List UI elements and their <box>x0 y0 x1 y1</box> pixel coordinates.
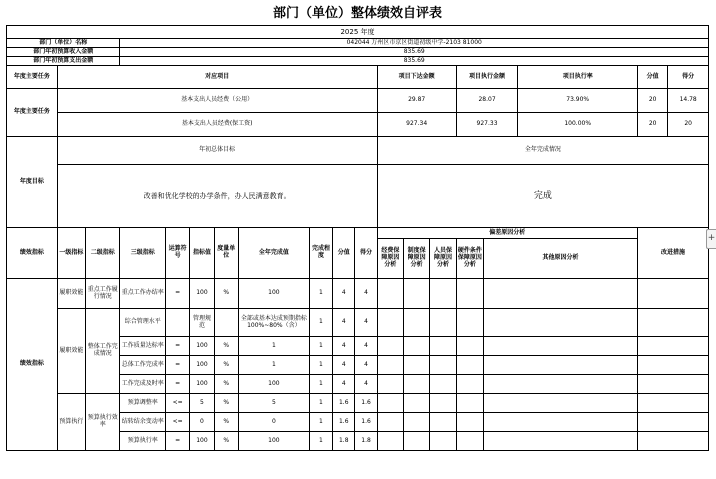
score-value-cell[interactable]: 1.6 <box>333 413 355 432</box>
dept-label: 部门（单位）名称 <box>7 39 120 48</box>
degree-cell[interactable]: 1 <box>309 279 332 309</box>
reason-cell[interactable] <box>404 309 430 337</box>
degree-cell[interactable]: 1 <box>309 309 332 337</box>
unit-cell[interactable] <box>214 309 238 337</box>
reason-cell[interactable] <box>430 375 456 394</box>
op-cell[interactable]: <= <box>166 413 190 432</box>
improve-cell[interactable] <box>637 375 708 394</box>
reason-cell[interactable] <box>484 413 638 432</box>
reason-cell[interactable] <box>456 356 483 375</box>
expense-value[interactable]: 835.69 <box>120 57 709 66</box>
score-cell[interactable]: 4 <box>355 356 377 375</box>
reason-cell[interactable] <box>430 279 456 309</box>
task-header-rate: 项目执行率 <box>518 66 638 89</box>
unit-cell[interactable]: % <box>214 356 238 375</box>
reason-cell[interactable] <box>377 375 403 394</box>
task-header-score-value: 分值 <box>637 66 667 89</box>
reason-cell[interactable] <box>456 375 483 394</box>
op-cell[interactable]: <= <box>166 394 190 413</box>
task-score-value[interactable]: 20 <box>637 89 667 113</box>
reason-cell[interactable] <box>377 356 403 375</box>
degree-cell[interactable]: 1 <box>309 413 332 432</box>
actual-cell[interactable]: 5 <box>238 394 309 413</box>
target-cell[interactable]: 0 <box>190 413 214 432</box>
reason-cell[interactable] <box>404 375 430 394</box>
lv1-cell: 预算执行 <box>57 394 85 451</box>
reason-cell[interactable] <box>484 309 638 337</box>
degree-cell[interactable]: 1 <box>309 337 332 356</box>
score-cell[interactable]: 1.6 <box>355 413 377 432</box>
task-score[interactable]: 14.78 <box>668 89 709 113</box>
task-header-score: 得分 <box>668 66 709 89</box>
improve-cell[interactable] <box>637 356 708 375</box>
unit-cell[interactable]: % <box>214 279 238 309</box>
score-cell[interactable]: 4 <box>355 337 377 356</box>
income-value[interactable]: 835.69 <box>120 48 709 57</box>
lv3-cell[interactable]: 预算执行率 <box>120 432 166 451</box>
indicator-row <box>7 279 709 309</box>
score-value-cell[interactable]: 4 <box>333 356 355 375</box>
ind-header-lv3: 三级指标 <box>120 228 166 279</box>
improve-cell[interactable] <box>637 309 708 337</box>
task-row <box>7 113 709 137</box>
actual-cell[interactable]: 100 <box>238 375 309 394</box>
indicator-row <box>7 309 709 337</box>
target-cell[interactable]: 5 <box>190 394 214 413</box>
reason-cell[interactable] <box>404 337 430 356</box>
reason-cell[interactable] <box>430 394 456 413</box>
expand-handle[interactable] <box>706 229 716 249</box>
reason-cell[interactable] <box>456 309 483 337</box>
degree-cell[interactable]: 1 <box>309 356 332 375</box>
lv2-cell: 重点工作履行情况 <box>86 279 120 309</box>
score-value-cell[interactable]: 4 <box>333 337 355 356</box>
score-value-cell[interactable]: 4 <box>333 309 355 337</box>
reason-cell[interactable] <box>377 432 403 451</box>
ind-header-op: 运算符号 <box>166 228 190 279</box>
actual-cell[interactable]: 0 <box>238 413 309 432</box>
actual-cell[interactable]: 100 <box>238 279 309 309</box>
improve-cell[interactable] <box>637 394 708 413</box>
reason-cell[interactable] <box>430 337 456 356</box>
task-score-value[interactable]: 20 <box>637 113 667 137</box>
reason-cell[interactable] <box>377 337 403 356</box>
op-cell[interactable]: = <box>166 375 190 394</box>
reason-cell[interactable] <box>456 394 483 413</box>
goal-done-header: 全年完成情况 <box>377 137 708 165</box>
target-cell[interactable]: 管理规范 <box>190 309 214 337</box>
target-cell[interactable]: 100 <box>190 432 214 451</box>
task-budget[interactable]: 29.87 <box>377 89 456 113</box>
lv3-cell[interactable]: 结转结余变动率 <box>120 413 166 432</box>
op-cell[interactable]: = <box>166 279 190 309</box>
unit-cell[interactable]: % <box>214 394 238 413</box>
task-item[interactable]: 基本支出人员经费（公用） <box>57 89 377 113</box>
year-label: 2025 年度 <box>7 26 709 39</box>
ind-header-improve: 改进措施 <box>637 228 708 279</box>
score-cell[interactable]: 1.6 <box>355 394 377 413</box>
ind-header-reason: 人员保障原因分析 <box>430 239 456 279</box>
actual-cell[interactable]: 1 <box>238 356 309 375</box>
task-item[interactable]: 基本支出人员经费(保工资) <box>57 113 377 137</box>
goal-plan-text[interactable]: 改善和优化学校的办学条件，办人民满意教育。 <box>57 165 377 228</box>
task-budget[interactable]: 927.34 <box>377 113 456 137</box>
task-exec[interactable]: 28.07 <box>456 89 518 113</box>
score-value-cell[interactable]: 4 <box>333 279 355 309</box>
reason-cell[interactable] <box>430 356 456 375</box>
score-value-cell[interactable]: 1.6 <box>333 394 355 413</box>
task-header-task: 年度主要任务 <box>7 66 58 89</box>
unit-cell[interactable]: % <box>214 375 238 394</box>
unit-cell[interactable]: % <box>214 432 238 451</box>
page-title: 部门（单位）整体绩效自评表 <box>272 6 442 22</box>
reason-cell[interactable] <box>484 337 638 356</box>
target-cell[interactable]: 100 <box>190 337 214 356</box>
degree-cell[interactable]: 1 <box>309 432 332 451</box>
ind-header-col0: 绩效指标 <box>7 228 58 279</box>
task-exec[interactable]: 927.33 <box>456 113 518 137</box>
degree-cell[interactable]: 1 <box>309 375 332 394</box>
ind-header-target: 指标值 <box>190 228 214 279</box>
actual-cell[interactable]: 1 <box>238 337 309 356</box>
actual-cell[interactable]: 全部或基本达成预期指标 100%~80%（含） <box>238 309 309 337</box>
ind-header-unit: 度量单位 <box>214 228 238 279</box>
reason-cell[interactable] <box>377 279 403 309</box>
target-cell[interactable]: 100 <box>190 356 214 375</box>
improve-cell[interactable] <box>637 432 708 451</box>
goal-label: 年度目标 <box>7 137 58 228</box>
reason-cell[interactable] <box>456 413 483 432</box>
score-value-cell[interactable]: 4 <box>333 375 355 394</box>
task-rate[interactable]: 73.90% <box>518 89 638 113</box>
reason-cell[interactable] <box>456 432 483 451</box>
task-score[interactable]: 20 <box>668 113 709 137</box>
op-cell[interactable]: = <box>166 356 190 375</box>
ind-header-score: 得分 <box>355 228 377 279</box>
ind-header-score-value: 分值 <box>333 228 355 279</box>
indicator-row <box>7 394 709 413</box>
reason-cell[interactable] <box>404 432 430 451</box>
ind-label: 绩效指标 <box>7 279 58 451</box>
unit-cell[interactable]: % <box>214 413 238 432</box>
task-rate[interactable]: 100.00% <box>518 113 638 137</box>
goal-plan-header: 年初总体目标 <box>57 137 377 165</box>
lv2-cell: 整体工作完成情况 <box>86 309 120 394</box>
ind-header-lv1: 一级指标 <box>57 228 85 279</box>
income-label: 部门年初预算收入金额 <box>7 48 120 57</box>
reason-cell[interactable] <box>484 394 638 413</box>
op-cell[interactable]: = <box>166 432 190 451</box>
reason-cell[interactable] <box>456 337 483 356</box>
ind-header-deviation: 偏差原因分析 <box>377 228 637 239</box>
reason-cell[interactable] <box>484 432 638 451</box>
reason-cell[interactable] <box>430 432 456 451</box>
ind-header-reason: 制度保障原因分析 <box>404 239 430 279</box>
improve-cell[interactable] <box>637 413 708 432</box>
reason-cell[interactable] <box>404 356 430 375</box>
ind-header-actual: 全年完成值 <box>238 228 309 279</box>
reason-cell[interactable] <box>404 279 430 309</box>
lv3-cell[interactable]: 总体工作完成率 <box>120 356 166 375</box>
ind-header-degree: 完成程度 <box>309 228 332 279</box>
target-cell[interactable]: 100 <box>190 279 214 309</box>
op-cell[interactable]: = <box>166 337 190 356</box>
target-cell[interactable]: 100 <box>190 375 214 394</box>
reason-cell[interactable] <box>456 279 483 309</box>
lv3-cell[interactable]: 工作质量达标率 <box>120 337 166 356</box>
lv1-cell: 履职效能 <box>57 309 85 394</box>
reason-cell[interactable] <box>484 356 638 375</box>
score-cell[interactable]: 4 <box>355 279 377 309</box>
plus-icon: + <box>707 233 716 243</box>
reason-cell[interactable] <box>484 279 638 309</box>
score-value-cell[interactable]: 1.8 <box>333 432 355 451</box>
lv3-cell[interactable]: 预算调整率 <box>120 394 166 413</box>
task-header-item: 对应项目 <box>57 66 377 89</box>
task-row <box>7 89 709 113</box>
degree-cell[interactable]: 1 <box>309 394 332 413</box>
unit-cell[interactable]: % <box>214 337 238 356</box>
dept-value[interactable]: 042044 万州区市京区街道初级中学-2103 81000 <box>120 39 709 48</box>
goal-done-text[interactable]: 完成 <box>377 165 708 228</box>
op-cell[interactable] <box>166 309 190 337</box>
evaluation-sheet <box>6 4 709 479</box>
reason-cell[interactable] <box>377 413 403 432</box>
improve-cell[interactable] <box>637 279 708 309</box>
task-header-budget: 项目下达金额 <box>377 66 456 89</box>
ind-header-lv2: 二级指标 <box>86 228 120 279</box>
task-header-exec: 项目执行金额 <box>456 66 518 89</box>
lv1-cell: 履职效能 <box>57 279 85 309</box>
lv3-cell[interactable]: 综合管理水平 <box>120 309 166 337</box>
reason-cell[interactable] <box>377 394 403 413</box>
reason-cell[interactable] <box>430 309 456 337</box>
actual-cell[interactable]: 100 <box>238 432 309 451</box>
score-cell[interactable]: 1.8 <box>355 432 377 451</box>
score-cell[interactable]: 4 <box>355 375 377 394</box>
expense-label: 部门年初预算支出金额 <box>7 57 120 66</box>
lv3-cell[interactable]: 重点工作办结率 <box>120 279 166 309</box>
ind-header-reason: 硬件条件保障原因分析 <box>456 239 483 279</box>
reason-cell[interactable] <box>404 394 430 413</box>
evaluation-table <box>6 4 709 451</box>
reason-cell[interactable] <box>484 375 638 394</box>
lv3-cell[interactable]: 工作完成及时率 <box>120 375 166 394</box>
lv2-cell: 预算执行效率 <box>86 394 120 451</box>
ind-header-reason: 其他原因分析 <box>484 239 638 279</box>
improve-cell[interactable] <box>637 337 708 356</box>
reason-cell[interactable] <box>377 309 403 337</box>
tasks-label: 年度主要任务 <box>7 89 58 137</box>
reason-cell[interactable] <box>430 413 456 432</box>
ind-header-reason: 经费保障原因分析 <box>377 239 403 279</box>
score-cell[interactable]: 4 <box>355 309 377 337</box>
reason-cell[interactable] <box>404 413 430 432</box>
